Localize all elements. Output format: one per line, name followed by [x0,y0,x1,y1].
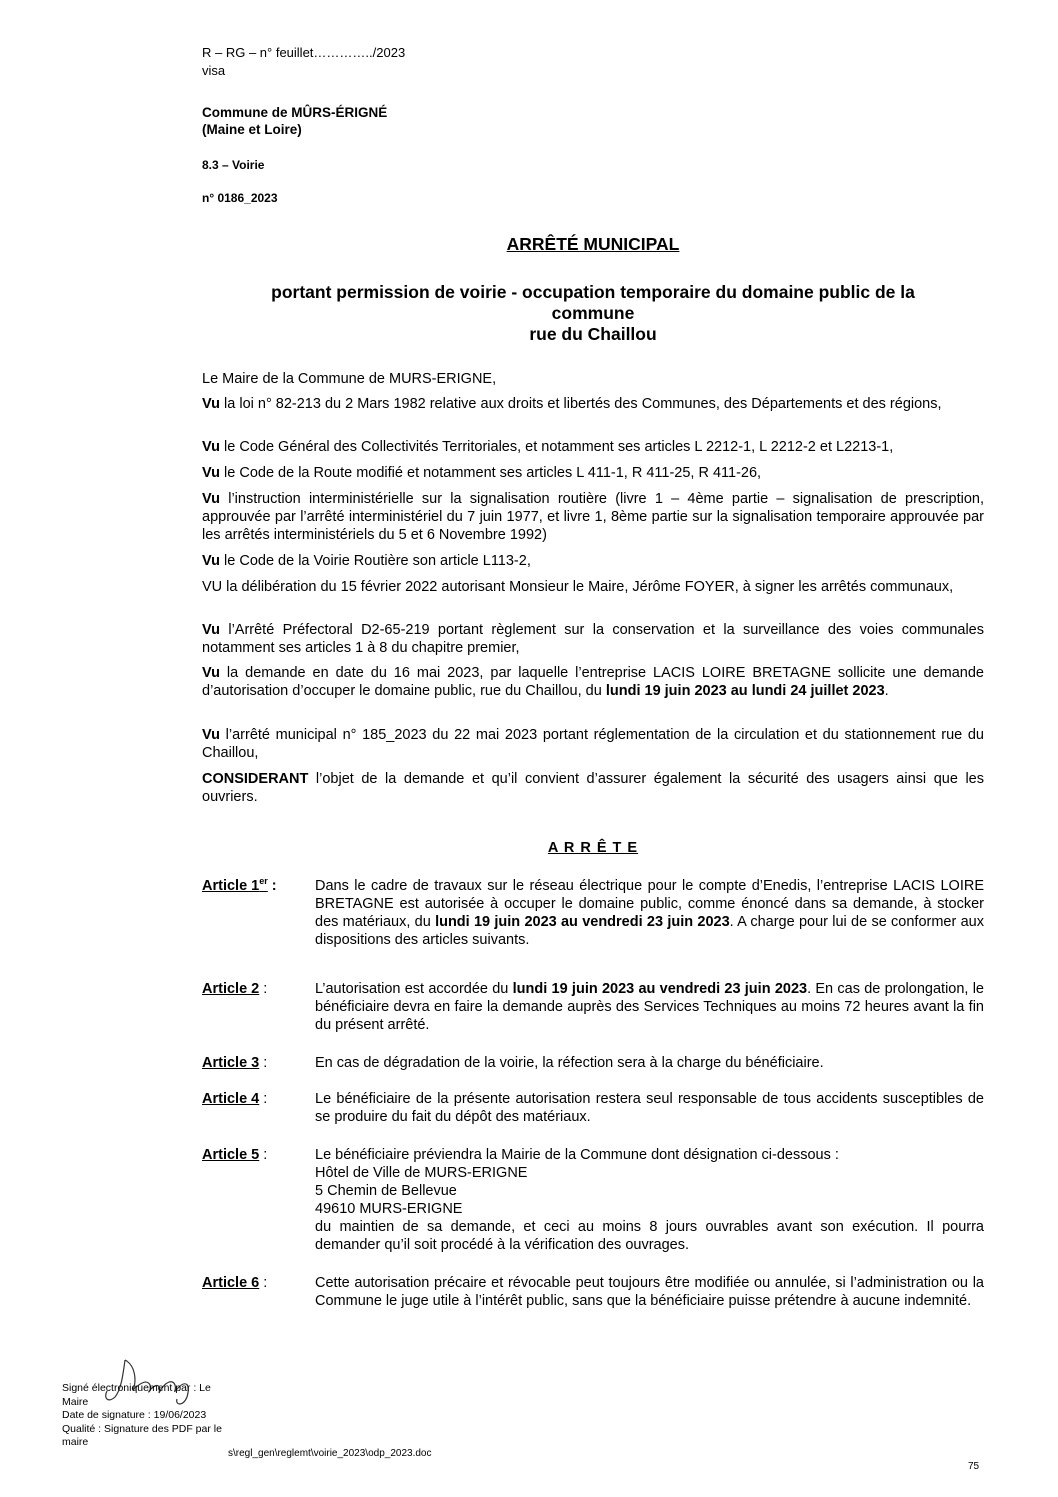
arrete-heading-text: A R R Ê T E [547,840,639,856]
subtitle-line-2: commune [551,303,635,323]
vu-text: le Code de la Voirie Routière son article L113-2, [220,553,531,569]
article-2-text [315,980,984,1034]
vu-clause-3 [202,464,984,482]
article-3-label [202,1054,312,1072]
vu-text: . [884,683,889,699]
vu-clause-9 [202,726,984,762]
vu-lead: Vu [202,622,220,638]
vu-clause-5 [202,552,984,570]
article-1-text [315,877,984,949]
article-2-label [202,980,312,998]
article-label-sup: er [259,876,268,887]
article-3-text: En cas de dégradation de la voirie, la réfection sera à la charge du bénéficiaire. [315,1055,824,1071]
article-label-text: Article 3 [202,1055,260,1071]
article-text: . En cas de prolongation, le bénéficiaire devra en faire la demande auprès des Services Techniques au moins 72 heures avant la fin du présent arrêté. [315,981,984,1033]
vu-date-range: lundi 19 juin 2023 au lundi 24 juillet 2023 [605,683,885,699]
visa-line: visa [202,63,226,78]
article-label-text: Article 2 [202,981,260,997]
signature-signed-by: Signé électroniquement par : Le Maire [62,1382,211,1408]
vu-lead: Vu [202,465,220,481]
vu-clause-4 [202,490,984,544]
reference-line: R – RG – n° feuillet…………../2023 [202,45,406,60]
page-title [202,234,984,255]
article-text: L’autorisation est accordée du [315,981,513,997]
considerant-clause [202,770,984,806]
considerant-lead: CONSIDERANT [202,771,309,787]
vu-lead: Vu [202,439,220,455]
article-label-text: Article 6 [202,1275,260,1291]
address-line-2: 5 Chemin de Bellevue [315,1183,457,1199]
vu-text: la demande en date du 16 mai 2023, par laquelle l’entreprise LACIS LOIRE BRETAGNE sollicite une demande d’autorisation d’occuper le domaine public, rue du Chaillou, du [202,665,984,699]
file-path: s\regl_gen\reglemt\voirie_2023\odp_2023.doc [228,1448,432,1459]
vu-text: l’arrêté municipal n° 185_2023 du 22 mai 2023 portant réglementation de la circulation et du stationnement rue du Chaillou, [202,727,984,761]
vu-lead: Vu [202,665,220,681]
article-label-colon: : [259,1055,268,1071]
article-label-text: Article 5 [202,1147,260,1163]
article-5-line-5: du maintien de sa demande, et ceci au moins 8 jours ouvrables avant son exécution. Il pourra demander qu’il soit procédé à la vérification des ouvrages. [315,1219,984,1253]
category-label: 8.3 – Voirie [202,158,265,172]
vu-clause-1 [202,395,984,413]
vu-clause-2 [202,438,984,456]
considerant-text: l’objet de la demande et qu’il convient d’assurer également la sécurité des usagers ainsi que les ouvriers. [202,771,984,805]
address-line-1: Hôtel de Ville de MURS-ERIGNE [315,1165,528,1181]
vu-lead: Vu [202,396,220,412]
subtitle-line-3: rue du Chaillou [529,324,657,344]
article-label-text: Article 4 [202,1091,260,1107]
page-title-text: ARRÊTÉ MUNICIPAL [506,234,680,254]
arrete-heading [202,840,984,856]
article-1-label [202,877,312,895]
vu-clause-8 [202,664,984,700]
vu-text: l’Arrêté Préfectoral D2-65-219 portant règlement sur la conservation et la surveillance des voies communales notamment ses articles 1 à 8 du chapitre premier, [202,622,984,656]
article-date-range: lundi 19 juin 2023 au vendredi 23 juin 2023 [435,914,730,930]
vu-text: l’instruction interministérielle sur la signalisation routière (livre 1 – 4ème partie – signalisation de prescription, approuvée par l’arrêté interministériel du 7 juin 1977, et livre 1, 8ème partie sur la signalisation temporaire approuvée par les arrêtés interministériels du 5 et 6 Novembre 1992) [202,491,984,543]
signature-quality: Qualité : Signature des PDF par le maire [62,1422,222,1448]
signature-date: Date de signature : 19/06/2023 [62,1409,207,1421]
address-line-3: 49610 MURS-ERIGNE [315,1201,463,1217]
article-4-text: Le bénéficiaire de la présente autorisation restera seul responsable de tous accidents susceptibles de se produire du fait du dépôt des matériaux. [315,1091,984,1125]
article-label-colon: : [259,1091,268,1107]
vu-text: le Code de la Route modifié et notamment ses articles L 411-1, R 411-25, R 411-26, [220,465,762,481]
vu-lead: Vu [202,553,220,569]
department-name: (Maine et Loire) [202,122,302,137]
article-5-label [202,1146,312,1164]
vu-lead: Vu [202,491,220,507]
vu-lead: Vu [202,727,220,743]
vu-clause-7 [202,621,984,657]
article-label-text: Article 1 [202,878,260,894]
article-4-label [202,1090,312,1108]
intro-line: Le Maire de la Commune de MURS-ERIGNE, [202,371,497,387]
page-number: 75 [968,1461,980,1472]
article-text: . A charge pour lui de se conformer aux dispositions des articles suivants. [315,914,984,948]
article-text: Dans le cadre de travaux sur le réseau électrique pour le compte d’Enedis, l’entreprise LACIS LOIRE BRETAGNE est autorisée à occuper le domaine public, comme énoncé dans sa demande, à stocker des matériaux, du [315,878,984,930]
decree-number: n° 0186_2023 [202,191,278,205]
vu-text: le Code Général des Collectivités Territoriales, et notamment ses articles L 2212-1, L 2212-2 et L2213-1, [220,439,894,455]
vu-clause-6: VU la délibération du 15 février 2022 autorisant Monsieur le Maire, Jérôme FOYER, à signer les arrêtés communaux, [202,579,954,595]
article-6-label [202,1274,312,1292]
article-label-colon: : [267,878,277,894]
signature-block [62,1382,222,1450]
commune-name: Commune de MÛRS-ÉRIGNÉ [202,105,388,120]
article-5-line-1: Le bénéficiaire préviendra la Mairie de la Commune dont désignation ci-dessous : [315,1147,839,1163]
article-label-colon: : [259,1275,268,1291]
subtitle-line-1: portant permission de voirie - occupation temporaire du domaine public de la [271,282,915,302]
article-date-range: lundi 19 juin 2023 au vendredi 23 juin 2023 [512,981,808,997]
vu-text: la loi n° 82-213 du 2 Mars 1982 relative aux droits et libertés des Communes, des Départements et des régions, [220,396,942,412]
article-6-text: Cette autorisation précaire et révocable peut toujours être modifiée ou annulée, si l’administration ou la Commune le juge utile à l’intérêt public, sans que la bénéficiaire puisse prétendre à aucune indemnité. [315,1275,984,1309]
article-5-text [315,1146,984,1254]
article-label-colon: : [259,1147,268,1163]
subtitle [202,282,984,345]
article-label-colon: : [259,981,268,997]
